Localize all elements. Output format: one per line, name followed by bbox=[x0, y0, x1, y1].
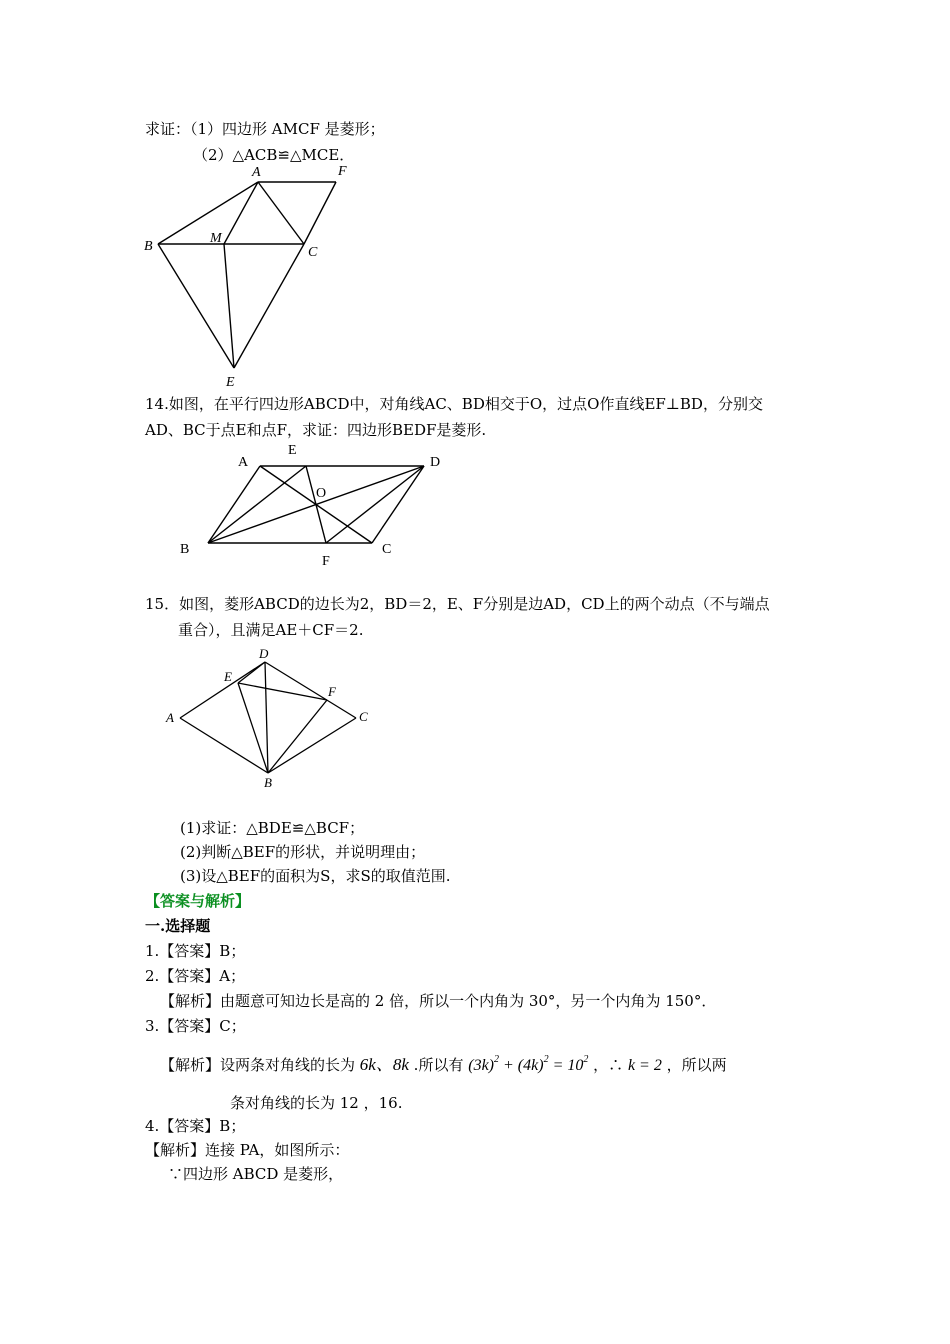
prove-line-2: （2）△ACB≌△MCE． bbox=[193, 146, 355, 164]
label-C: C bbox=[308, 245, 318, 260]
problem-15-line-1: 15．如图，菱形ABCD的边长为2，BD＝2，E、F分别是边AD，CD上的两个动点（不与端点 bbox=[145, 595, 770, 613]
label-D: D bbox=[430, 455, 441, 470]
label-A: A bbox=[238, 455, 249, 470]
label-B: B bbox=[144, 239, 153, 254]
label-C: C bbox=[359, 709, 368, 724]
label-D: D bbox=[259, 646, 269, 661]
label-E: E bbox=[224, 669, 232, 684]
answers-heading: 【答案与解析】 bbox=[145, 892, 251, 910]
label-B: B bbox=[180, 542, 190, 557]
label-O: O bbox=[316, 486, 327, 501]
answer-3-explanation-line-2: 条对角线的长为 12 ，16. bbox=[230, 1094, 403, 1112]
answer-2-explanation: 【解析】由题意可知边长是高的 2 倍，所以一个内角为 30°，另一个内角为 150°． bbox=[160, 992, 717, 1010]
problem-14-line-2: AD、BC于点E和点F，求证：四边形BEDF是菱形. bbox=[145, 421, 487, 439]
answer-3-explanation: 【解析】设两条对角线的长为 6k、8k .所以有 $(3k)^2 + (4k)^2 = 10^2$ ，∴ k = 2 ，所以两 bbox=[160, 1054, 727, 1074]
prove-line-1: 求证：（1）四边形 AMCF 是菱形； bbox=[145, 120, 385, 138]
problem-15-line-2: 重合），且满足AE＋CF＝2. bbox=[178, 621, 364, 639]
label-B: B bbox=[264, 775, 272, 790]
section-heading: 一.选择题 bbox=[145, 917, 211, 935]
answer-4-line-2: ∵四边形 ABCD 是菱形， bbox=[168, 1165, 344, 1183]
label-A: A bbox=[252, 165, 261, 180]
problem-15-q3: (3)设△BEF的面积为S，求S的取值范围. bbox=[180, 867, 451, 885]
label-M: M bbox=[210, 231, 222, 246]
label-F: F bbox=[322, 554, 330, 569]
answer-4-explanation: 【解析】连接 PA，如图所示： bbox=[145, 1141, 350, 1159]
problem-15-q1: (1)求证：△BDE≌△BCF； bbox=[180, 819, 365, 837]
answer-2: 2.【答案】A； bbox=[145, 967, 246, 985]
answer-3: 3.【答案】C； bbox=[145, 1017, 246, 1035]
label-E: E bbox=[288, 443, 297, 458]
answer-1: 1.【答案】B； bbox=[145, 942, 246, 960]
figure-15 bbox=[160, 645, 390, 795]
answer-4: 4.【答案】B； bbox=[145, 1117, 246, 1135]
math-equation: $(3k)^2 + (4k)^2 = 10^2$ bbox=[468, 1054, 589, 1074]
label-F: F bbox=[328, 684, 336, 699]
label-F: F bbox=[338, 164, 347, 179]
label-C: C bbox=[382, 542, 392, 557]
label-A: A bbox=[166, 710, 174, 725]
math-k: k = 2 bbox=[627, 1057, 662, 1074]
figure-14 bbox=[170, 436, 460, 569]
math-diagonals: 6k、8k bbox=[359, 1055, 409, 1074]
label-E: E bbox=[226, 375, 235, 390]
figure-13 bbox=[140, 160, 380, 390]
problem-14-line-1: 14.如图，在平行四边形ABCD中，对角线AC、BD相交于O，过点O作直线EF⊥BD，分别交 bbox=[145, 395, 763, 413]
problem-15-q2: (2)判断△BEF的形状，并说明理由； bbox=[180, 843, 426, 861]
